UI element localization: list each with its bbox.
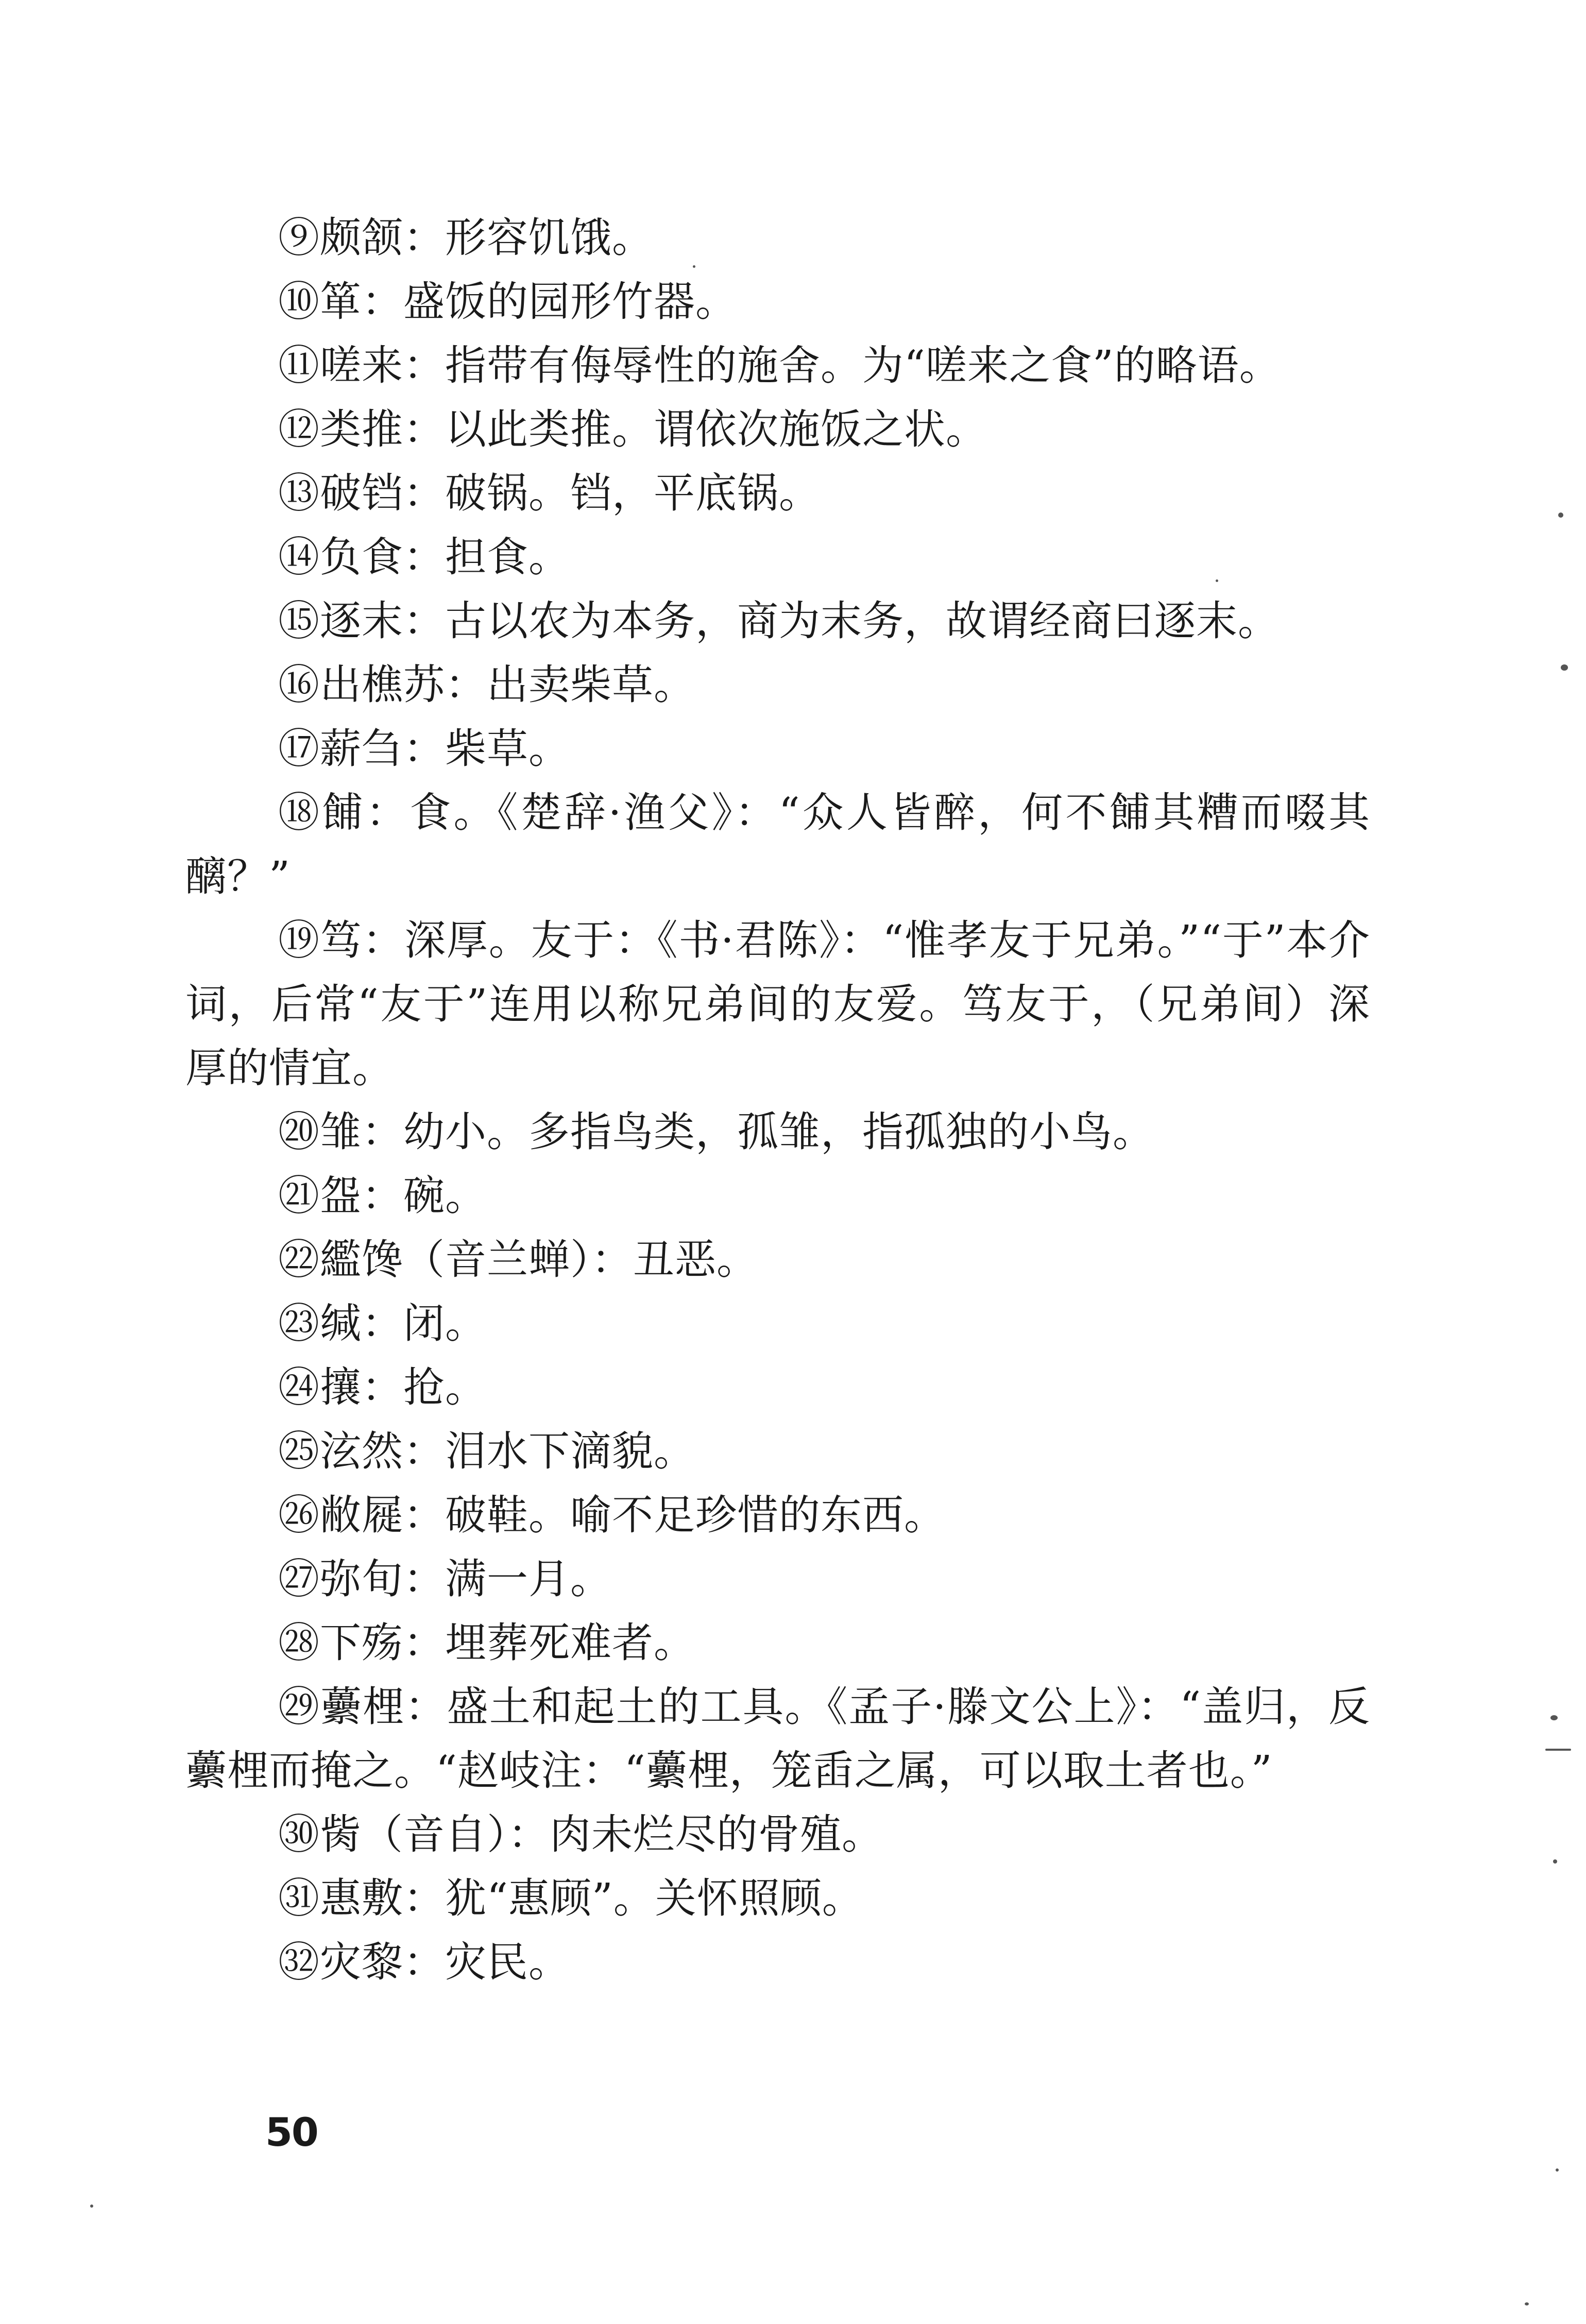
note-23: ㉓缄：闭。 bbox=[278, 1300, 487, 1347]
scan-speck bbox=[90, 2205, 93, 2208]
scan-speck bbox=[1216, 579, 1218, 582]
scan-speck bbox=[1558, 512, 1563, 518]
note-27: ㉗弥旬：满一月。 bbox=[278, 1555, 612, 1603]
note-29: ㉙虆梩：盛土和起土的工具。《孟子·滕文公上》：“盖归，反虆梩而掩之。“赵岐注：“虆梩，笼臿之属，可以取土者也。” bbox=[185, 1683, 1370, 1795]
note-10: ⑩箪：盛饭的园形竹器。 bbox=[278, 278, 737, 326]
scan-speck bbox=[693, 265, 695, 268]
note-17: ⑰薪刍：柴草。 bbox=[278, 725, 570, 773]
note-30: ㉚胔（音自）：肉未烂尽的骨殖。 bbox=[278, 1810, 883, 1858]
note-16: ⑯出樵苏：出卖柴草。 bbox=[278, 661, 695, 709]
note-13: ⑬破铛：破锅。铛，平底锅。 bbox=[278, 469, 821, 517]
note-22: ㉒繿馋（音兰蝉）：丑恶。 bbox=[278, 1236, 758, 1284]
note-25: ㉕泫然：泪水下滴貌。 bbox=[278, 1427, 695, 1475]
note-18: ⑱餔：食。《楚辞·渔父》：“众人皆醉，何不餔其糟而啜其醨？” bbox=[185, 789, 1370, 900]
scan-speck bbox=[1545, 1749, 1571, 1751]
note-12: ⑫类推：以此类推。谓依次施饭之状。 bbox=[278, 405, 987, 453]
note-21: ㉑盌：碗。 bbox=[278, 1172, 487, 1220]
page-number: 50 bbox=[265, 2109, 318, 2155]
note-32: ㉜灾黎：灾民。 bbox=[278, 1938, 570, 1986]
note-31: ㉛惠敷：犹“惠顾”。关怀照顾。 bbox=[278, 1874, 864, 1922]
note-11: ⑪嗟来：指带有侮辱性的施舍。为“嗟来之食”的略语。 bbox=[278, 341, 1281, 389]
scan-speck bbox=[1550, 1715, 1558, 1720]
note-19: ⑲笃：深厚。友于：《书·君陈》：“惟孝友于兄弟。”“于”本介词，后常“友于”连用以称兄弟间的友爱。笃友于，（兄弟间）深厚的情宜。 bbox=[185, 916, 1370, 1092]
note-28: ㉘下殇：埋葬死难者。 bbox=[278, 1619, 695, 1667]
note-20: ⑳雏：幼小。多指鸟类，孤雏，指孤独的小鸟。 bbox=[278, 1108, 1154, 1156]
scan-speck bbox=[1525, 2302, 1529, 2305]
annotation-list bbox=[185, 206, 1370, 1994]
scan-speck bbox=[1561, 664, 1568, 671]
scan-speck bbox=[1553, 1859, 1557, 1864]
note-9: ⑨颇颔：形容饥饿。 bbox=[278, 214, 654, 262]
note-24: ㉔攘：抢。 bbox=[278, 1363, 487, 1411]
note-14: ⑭负食：担食。 bbox=[278, 533, 570, 581]
note-15: ⑮逐末：古以农为本务，商为末务，故谓经商曰逐末。 bbox=[278, 597, 1280, 645]
note-26: ㉖敝屣：破鞋。喻不足珍惜的东西。 bbox=[278, 1491, 946, 1539]
scan-speck bbox=[1556, 2168, 1559, 2172]
